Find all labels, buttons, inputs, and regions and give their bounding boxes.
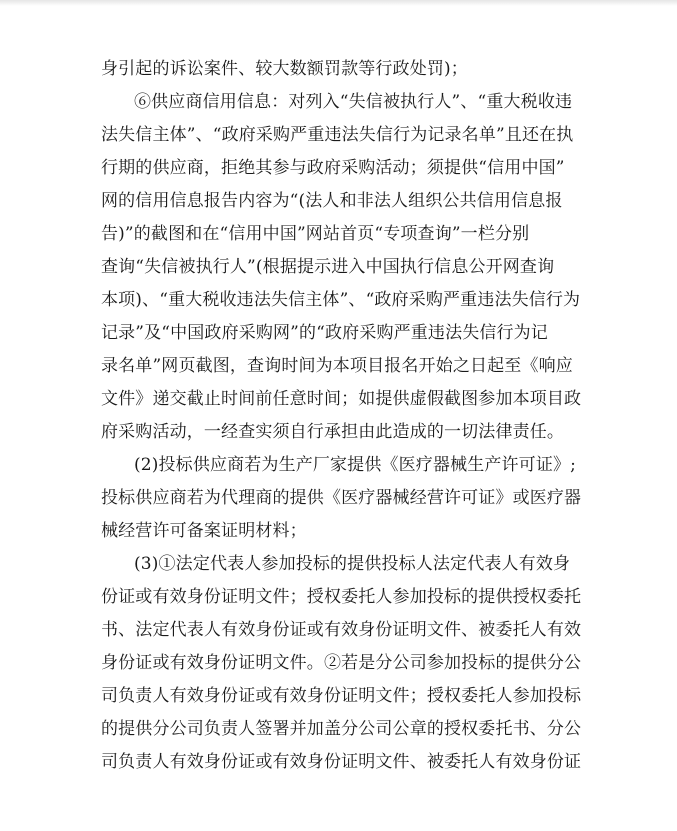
text-line: (2)投标供应商若为生产厂家提供《医疗器械生产许可证》;	[134, 455, 577, 475]
text-line: 投标供应商若为代理商的提供《医疗器械经营许可证》或医疗器	[101, 488, 582, 508]
text-line: 身引起的诉讼案件、较大数额罚款等行政处罚)；	[101, 59, 468, 79]
text-line: 文件》递交截止时间前任意时间；如提供虚假截图参加本项目政	[101, 389, 582, 409]
text-line: 械经营许可备案证明材料；	[101, 521, 307, 541]
text-line: 行期的供应商，拒绝其参与政府采购活动；须提供“信用中国”	[101, 158, 565, 178]
text-line: 录名单”网页截图，查询时间为本项目报名开始之日起至《响应	[101, 356, 573, 376]
text-line: 书、法定代表人有效身份证或有效身份证明文件、被委托人有效	[101, 620, 582, 640]
text-line: 司负责人有效身份证或有效身份证明文件；授权委托人参加投标	[101, 686, 582, 706]
text-line: 份证或有效身份证明文件；授权委托人参加投标的提供授权委托	[101, 587, 582, 607]
text-line: 告)”的截图和在“信用中国”网站首页“专项查询”一栏分别	[101, 224, 530, 244]
text-line: 的提供分公司负责人签署并加盖分公司公章的授权委托书、分公	[101, 719, 582, 739]
text-line: 查询“失信被执行人”(根据提示进入中国执行信息公开网查询	[101, 257, 555, 277]
text-line: ⑥供应商信用信息：对列入“失信被执行人”、“重大税收违	[134, 92, 573, 112]
text-line: 法失信主体”、“政府采购严重违法失信行为记录名单”且还在执	[101, 125, 574, 145]
text-line: 司负责人有效身份证或有效身份证明文件、被委托人有效身份证	[101, 752, 582, 772]
text-line: 记录”及“中国政府采购网”的“政府采购严重违法失信行为记	[101, 323, 548, 343]
text-line: 府采购活动，一经查实须自行承担由此造成的一切法律责任。	[101, 422, 565, 442]
text-line: 网的信用信息报告内容为“(法人和非法人组织公共信用信息报	[101, 191, 563, 211]
page-top-edge	[0, 0, 677, 6]
text-line: (3)①法定代表人参加投标的提供投标人法定代表人有效身	[134, 554, 571, 574]
text-line: 本项)、“重大税收违法失信主体”、“政府采购严重违法失信行为	[101, 290, 581, 310]
text-line: 身份证或有效身份证明文件。②若是分公司参加投标的提供分公	[101, 653, 582, 673]
